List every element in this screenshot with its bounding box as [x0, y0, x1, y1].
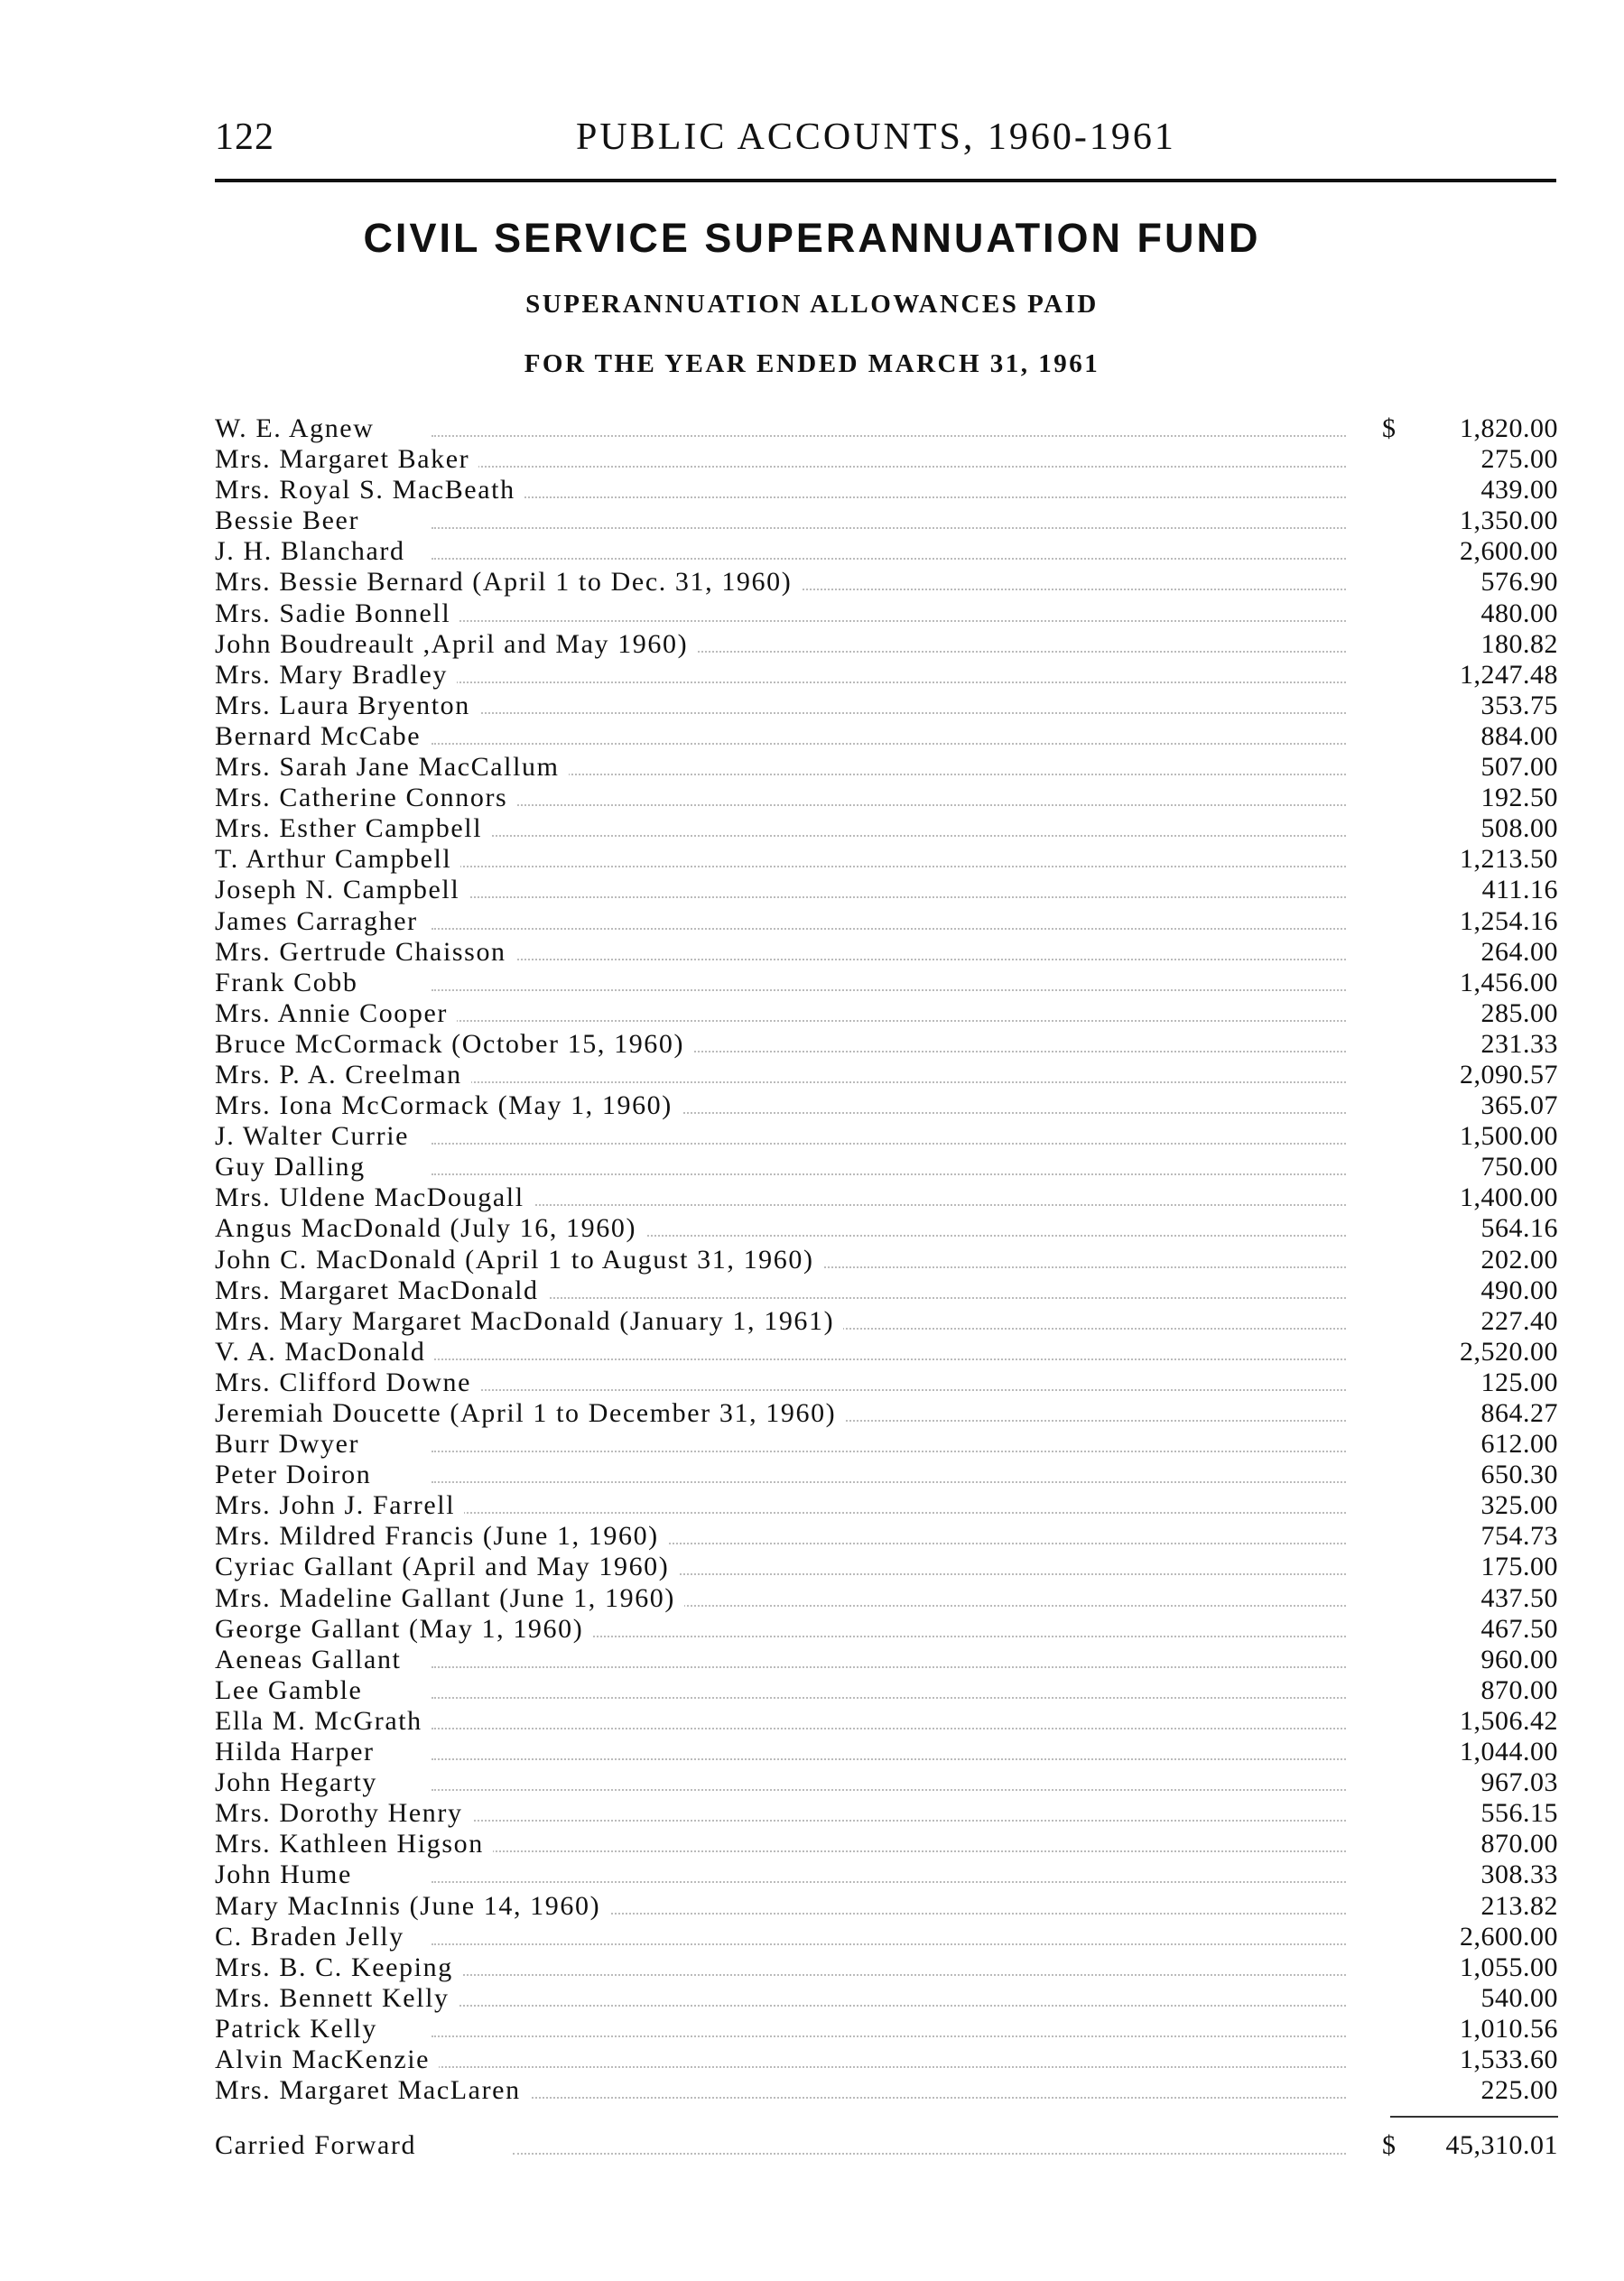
payment-amount: 650.30 — [1480, 1460, 1558, 1490]
payment-amount: 308.33 — [1480, 1859, 1558, 1890]
payee-name: T. Arthur Campbell — [215, 844, 460, 875]
payee-name: Mrs. Iona McCormack (May 1, 1960) — [215, 1090, 682, 1121]
payment-amount: 480.00 — [1480, 598, 1558, 628]
dot-leader — [432, 1697, 1346, 1699]
payee-name: Hilda Harper — [215, 1737, 384, 1767]
dot-leader — [432, 1451, 1346, 1452]
payment-amount: 1,533.60 — [1460, 2044, 1558, 2074]
list-item — [215, 1675, 1558, 1706]
list-item — [215, 1460, 1558, 1490]
dot-leader — [432, 466, 1346, 468]
list-item — [215, 1521, 1558, 1552]
payment-amount: 180.82 — [1480, 628, 1558, 659]
dot-leader — [432, 558, 1346, 560]
payee-name: Peter Doiron — [215, 1460, 380, 1490]
list-item — [215, 2045, 1558, 2075]
payee-name: Angus MacDonald (July 16, 1960) — [215, 1213, 645, 1244]
list-item — [215, 1767, 1558, 1798]
allowances-list — [215, 413, 1558, 2106]
payee-name: Mrs. Royal S. MacBeath — [215, 475, 524, 505]
payment-amount: 439.00 — [1480, 475, 1558, 505]
dot-leader — [432, 1789, 1346, 1791]
payment-amount: 175.00 — [1480, 1552, 1558, 1582]
currency-symbol: $ — [1382, 2130, 1396, 2160]
payment-amount: 1,044.00 — [1460, 1737, 1558, 1767]
payment-amount: 192.50 — [1480, 783, 1558, 813]
payment-amount: 125.00 — [1480, 1367, 1558, 1397]
dot-leader — [432, 989, 1346, 991]
list-item — [215, 1583, 1558, 1614]
payment-amount: 864.27 — [1480, 1398, 1558, 1428]
dot-leader — [432, 435, 1346, 437]
payment-amount: 1,247.48 — [1460, 659, 1558, 690]
list-item — [215, 1368, 1558, 1398]
list-item — [215, 1152, 1558, 1182]
payee-name: Bruce McCormack (October 15, 1960) — [215, 1029, 693, 1060]
payee-name: Mrs. P. A. Creelman — [215, 1060, 471, 1090]
payment-amount: 754.73 — [1480, 1521, 1558, 1552]
carried-forward-label: Carried Forward — [215, 2129, 425, 2162]
payment-amount: 1,500.00 — [1460, 1121, 1558, 1152]
list-item — [215, 1090, 1558, 1121]
dot-leader — [432, 1081, 1346, 1083]
payee-name: Mrs. Sarah Jane MacCallum — [215, 752, 569, 783]
payment-amount: 490.00 — [1480, 1275, 1558, 1305]
list-item — [215, 475, 1558, 505]
payee-name: Ella M. McGrath — [215, 1706, 432, 1737]
list-item — [215, 721, 1558, 752]
payee-name: Mrs. Mildred Francis (June 1, 1960) — [215, 1521, 668, 1552]
dot-leader — [432, 1020, 1346, 1022]
dot-leader — [432, 1173, 1346, 1175]
payment-amount: 508.00 — [1480, 813, 1558, 844]
payment-amount: 275.00 — [1480, 444, 1558, 475]
list-item — [215, 1829, 1558, 1859]
dot-leader — [432, 959, 1346, 960]
list-item — [215, 1645, 1558, 1675]
list-item — [215, 1891, 1558, 1922]
list-item — [215, 752, 1558, 783]
list-item — [215, 1182, 1558, 1213]
payee-name: Mrs. Gertrude Chaisson — [215, 937, 515, 968]
payee-name: Mrs. Esther Campbell — [215, 813, 491, 844]
dot-leader — [432, 896, 1346, 898]
payment-amount: 2,090.57 — [1460, 1059, 1558, 1090]
payment-amount: 884.00 — [1480, 720, 1558, 751]
payment-amount: 411.16 — [1481, 875, 1558, 905]
list-item — [215, 598, 1558, 629]
list-item — [215, 1706, 1558, 1737]
payee-name: Alvin MacKenzie — [215, 2045, 439, 2075]
page-header — [215, 116, 1555, 170]
payee-name: Mrs. Dorothy Henry — [215, 1798, 472, 1829]
payee-name: Mrs. Annie Cooper — [215, 998, 457, 1029]
list-item — [215, 1306, 1558, 1337]
payee-name: Joseph N. Campbell — [215, 875, 469, 905]
payee-name: Mrs. Mary Bradley — [215, 660, 457, 691]
payee-name: W. E. Agnew — [215, 413, 383, 444]
payee-name: Mrs. Clifford Downe — [215, 1368, 480, 1398]
dot-leader — [432, 1974, 1346, 1976]
list-item — [215, 660, 1558, 691]
payee-name: Mrs. Margaret MacDonald — [215, 1275, 548, 1306]
payment-amount: 1,254.16 — [1460, 905, 1558, 936]
payment-amount: 2,520.00 — [1460, 1336, 1558, 1367]
dot-leader — [432, 743, 1346, 745]
payment-amount: 285.00 — [1480, 997, 1558, 1028]
payee-name: Patrick Kelly — [215, 2014, 386, 2045]
payment-amount: 612.00 — [1480, 1429, 1558, 1460]
payment-amount: 1,213.50 — [1460, 844, 1558, 875]
payment-amount: 213.82 — [1480, 1890, 1558, 1921]
list-item — [215, 1060, 1558, 1090]
dot-leader — [432, 2005, 1346, 2007]
period-subtitle: FOR THE YEAR ENDED MARCH 31, 1961 — [524, 349, 1100, 378]
payee-name: Mrs. B. C. Keeping — [215, 1952, 462, 1983]
payee-name: Jeremiah Doucette (April 1 to December 31, 1960) — [215, 1398, 845, 1429]
payment-amount: 1,820.00 — [1460, 413, 1558, 443]
payee-name: Mrs. Bennett Kelly — [215, 1983, 459, 2014]
payment-amount: 540.00 — [1480, 1982, 1558, 2013]
payment-amount: 960.00 — [1480, 1644, 1558, 1674]
payee-name: Mrs. Laura Bryenton — [215, 691, 479, 721]
carried-forward-amount: 45,310.01 — [1445, 2130, 1558, 2160]
dot-leader — [432, 2066, 1346, 2068]
list-item — [215, 813, 1558, 844]
payment-amount: 2,600.00 — [1460, 536, 1558, 567]
list-item — [215, 1952, 1558, 1983]
dot-leader — [432, 1881, 1346, 1883]
payee-name: Cyriac Gallant (April and May 1960) — [215, 1552, 678, 1582]
list-item — [215, 783, 1558, 813]
dot-leader — [432, 682, 1346, 683]
list-item — [215, 1213, 1558, 1244]
list-item — [215, 567, 1558, 598]
dot-leader — [432, 2097, 1346, 2099]
list-item — [215, 1029, 1558, 1060]
dot-leader — [432, 1512, 1346, 1514]
running-title: PUBLIC ACCOUNTS, 1960-1961 — [576, 116, 1176, 158]
payee-name: Mrs. Mary Margaret MacDonald (January 1, 1961) — [215, 1306, 843, 1337]
payee-name: Frank Cobb — [215, 968, 367, 998]
dot-leader — [432, 774, 1346, 775]
payee-name: Mrs. Margaret MacLaren — [215, 2075, 530, 2106]
payee-name: Bessie Beer — [215, 505, 368, 536]
dot-leader — [432, 712, 1346, 714]
dot-leader — [432, 1297, 1346, 1299]
payee-name: John C. MacDonald (April 1 to August 31, 1960) — [215, 1245, 823, 1275]
dot-leader — [432, 1389, 1346, 1391]
carried-forward-row — [215, 2129, 1558, 2162]
list-item — [215, 1429, 1558, 1460]
dot-leader — [432, 2035, 1346, 2037]
dot-leader — [432, 620, 1346, 622]
list-item — [215, 1398, 1558, 1429]
list-item — [215, 1737, 1558, 1767]
payment-amount: 231.33 — [1480, 1028, 1558, 1059]
payment-amount: 564.16 — [1480, 1213, 1558, 1244]
section-subtitle: SUPERANNUATION ALLOWANCES PAID — [525, 290, 1099, 319]
list-item — [215, 691, 1558, 721]
payment-amount: 576.90 — [1480, 567, 1558, 598]
list-item — [215, 906, 1558, 937]
dot-leader — [432, 1481, 1346, 1483]
list-item — [215, 505, 1558, 536]
list-item — [215, 1983, 1558, 2014]
payment-amount: 227.40 — [1480, 1305, 1558, 1336]
payment-amount: 870.00 — [1480, 1829, 1558, 1859]
fund-title: CIVIL SERVICE SUPERANNUATION FUND — [363, 215, 1261, 261]
payee-name: Mrs. Sadie Bonnell — [215, 598, 459, 629]
payee-name: James Carragher — [215, 906, 427, 937]
payment-amount: 467.50 — [1480, 1613, 1558, 1644]
list-item — [215, 968, 1558, 998]
payee-name: Guy Dalling — [215, 1152, 375, 1182]
list-item — [215, 875, 1558, 905]
list-item — [215, 1922, 1558, 1952]
list-item — [215, 2014, 1558, 2045]
payee-name: Aeneas Gallant — [215, 1645, 411, 1675]
payment-amount: 437.50 — [1480, 1582, 1558, 1613]
payee-name: John Hegarty — [215, 1767, 386, 1798]
list-item — [215, 536, 1558, 567]
payment-amount: 225.00 — [1480, 2075, 1558, 2106]
list-item — [215, 1245, 1558, 1275]
payee-name: Mrs. Madeline Gallant (June 1, 1960) — [215, 1583, 684, 1614]
list-item — [215, 413, 1558, 444]
dot-leader — [432, 1943, 1346, 1945]
payee-name: John Boudreault ,April and May 1960) — [215, 629, 697, 660]
payment-amount: 202.00 — [1480, 1244, 1558, 1275]
payee-name: Mrs. Uldene MacDougall — [215, 1182, 534, 1213]
dot-leader — [513, 2153, 1346, 2155]
payee-name: Burr Dwyer — [215, 1429, 368, 1460]
dot-leader — [432, 928, 1346, 930]
payee-name: Lee Gamble — [215, 1675, 371, 1706]
payee-name: Mary MacInnis (June 14, 1960) — [215, 1891, 609, 1922]
total-rule — [1390, 2116, 1558, 2118]
list-item — [215, 844, 1558, 875]
list-item — [215, 1121, 1558, 1152]
payee-name: Mrs. John J. Farrell — [215, 1490, 464, 1521]
payee-name: Mrs. Kathleen Higson — [215, 1829, 493, 1859]
payment-amount: 967.03 — [1480, 1767, 1558, 1798]
payment-amount: 1,456.00 — [1460, 967, 1558, 997]
payee-name: Bernard McCabe — [215, 721, 430, 752]
payment-amount: 507.00 — [1480, 752, 1558, 783]
dot-leader — [432, 527, 1346, 529]
payment-amount: 264.00 — [1480, 936, 1558, 967]
list-item — [215, 2075, 1558, 2106]
list-item — [215, 444, 1558, 475]
payee-name: V. A. MacDonald — [215, 1337, 434, 1368]
currency-symbol: $ — [1382, 413, 1396, 443]
payee-name: Mrs. Bessie Bernard (April 1 to Dec. 31, 1960) — [215, 567, 801, 598]
dot-leader — [432, 1820, 1346, 1822]
payment-amount: 556.15 — [1480, 1798, 1558, 1829]
dot-leader — [432, 496, 1346, 498]
dot-leader — [432, 1358, 1346, 1360]
payee-name: John Hume — [215, 1859, 361, 1890]
payee-name: George Gallant (May 1, 1960) — [215, 1614, 592, 1645]
dot-leader — [432, 1204, 1346, 1206]
dot-leader — [432, 1143, 1346, 1145]
payment-amount: 1,055.00 — [1460, 1952, 1558, 1982]
payment-amount: 1,350.00 — [1460, 505, 1558, 536]
list-item — [215, 1552, 1558, 1582]
payment-amount: 750.00 — [1480, 1152, 1558, 1182]
payment-amount: 870.00 — [1480, 1674, 1558, 1705]
payee-name: J. Walter Currie — [215, 1121, 418, 1152]
list-item — [215, 1614, 1558, 1645]
list-item — [215, 1798, 1558, 1829]
dot-leader — [432, 1850, 1346, 1852]
list-item — [215, 1337, 1558, 1368]
list-item — [215, 937, 1558, 968]
payee-name: C. Braden Jelly — [215, 1922, 413, 1952]
dot-leader — [432, 1728, 1346, 1729]
list-item — [215, 1490, 1558, 1521]
payment-amount: 1,506.42 — [1460, 1705, 1558, 1736]
payment-amount: 365.07 — [1480, 1090, 1558, 1121]
list-item — [215, 629, 1558, 660]
payee-name: Mrs. Catherine Connors — [215, 783, 516, 813]
list-item — [215, 1859, 1558, 1890]
payment-amount: 325.00 — [1480, 1490, 1558, 1521]
header-rule — [215, 179, 1556, 182]
dot-leader — [432, 835, 1346, 837]
payee-name: J. H. Blanchard — [215, 536, 414, 567]
dot-leader — [432, 804, 1346, 806]
dot-leader — [432, 1758, 1346, 1760]
payee-name: Mrs. Margaret Baker — [215, 444, 478, 475]
payment-amount: 1,400.00 — [1460, 1182, 1558, 1213]
list-item — [215, 1275, 1558, 1306]
payment-amount: 1,010.56 — [1460, 2013, 1558, 2044]
dot-leader — [432, 866, 1346, 867]
payment-amount: 353.75 — [1480, 690, 1558, 720]
list-item — [215, 998, 1558, 1029]
payment-amount: 2,600.00 — [1460, 1921, 1558, 1952]
dot-leader — [432, 1666, 1346, 1668]
page-number: 122 — [215, 116, 274, 158]
